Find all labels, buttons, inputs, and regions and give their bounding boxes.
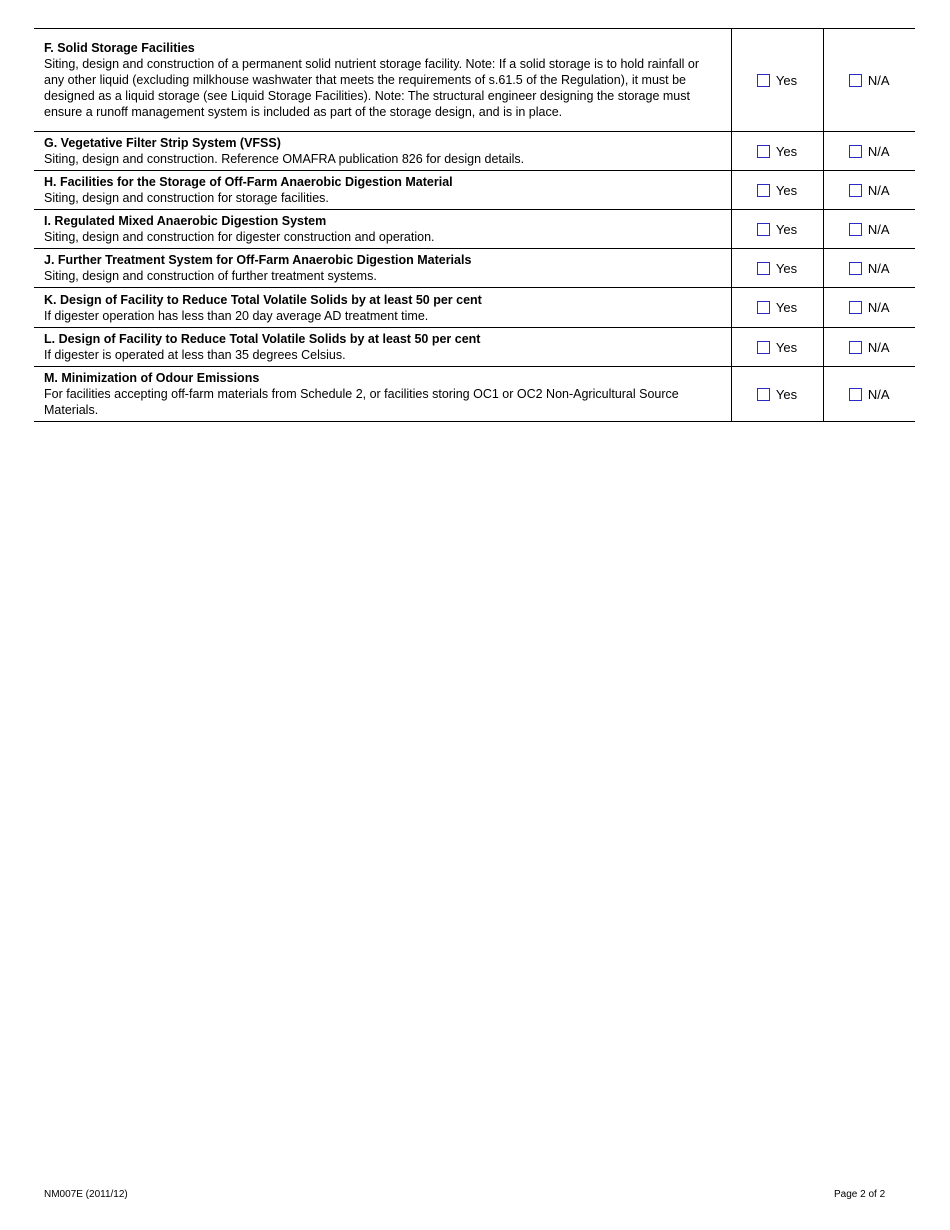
na-cell — [823, 171, 915, 210]
na-label: N/A — [867, 386, 890, 402]
na-label: N/A — [867, 260, 890, 276]
na-cell — [823, 29, 915, 132]
row-title: G. Vegetative Filter Strip System (VFSS) — [44, 136, 281, 150]
na-label: N/A — [867, 143, 890, 159]
row-description — [34, 288, 731, 328]
yes-cell — [731, 171, 823, 210]
row-description — [34, 367, 731, 422]
row-title: L. Design of Facility to Reduce Total Volatile Solids by at least 50 per cent — [44, 332, 481, 346]
row-title: M. Minimization of Odour Emissions — [44, 371, 260, 385]
na-option[interactable] — [824, 300, 916, 315]
na-cell — [823, 328, 915, 367]
na-checkbox[interactable] — [849, 388, 862, 401]
yes-label: Yes — [775, 182, 798, 198]
page-number: Page 2 of 2 — [834, 1189, 886, 1200]
yes-checkbox[interactable] — [757, 262, 770, 275]
na-checkbox[interactable] — [849, 301, 862, 314]
yes-cell — [731, 132, 823, 171]
yes-checkbox[interactable] — [757, 145, 770, 158]
na-cell — [823, 367, 915, 422]
na-cell — [823, 288, 915, 328]
row-title: J. Further Treatment System for Off-Farm Anaerobic Digestion Materials — [44, 253, 472, 267]
checklist-row — [34, 249, 915, 288]
yes-option[interactable] — [732, 261, 823, 276]
checklist-row — [34, 328, 915, 367]
na-option[interactable] — [824, 144, 916, 159]
checklist-row — [34, 367, 915, 422]
na-checkbox[interactable] — [849, 145, 862, 158]
row-body: If digester operation has less than 20 day average AD treatment time. — [44, 308, 429, 323]
na-option[interactable] — [824, 261, 916, 276]
yes-cell — [731, 367, 823, 422]
row-description — [34, 132, 731, 171]
na-option[interactable] — [824, 387, 916, 402]
row-description — [34, 210, 731, 249]
yes-option[interactable] — [732, 340, 823, 355]
na-option[interactable] — [824, 73, 916, 88]
na-cell — [823, 132, 915, 171]
yes-checkbox[interactable] — [757, 184, 770, 197]
yes-label: Yes — [775, 143, 798, 159]
yes-cell — [731, 288, 823, 328]
yes-checkbox[interactable] — [757, 301, 770, 314]
yes-cell — [731, 328, 823, 367]
na-label: N/A — [867, 221, 890, 237]
checklist-row — [34, 29, 915, 132]
yes-option[interactable] — [732, 387, 823, 402]
yes-cell — [731, 29, 823, 132]
yes-checkbox[interactable] — [757, 223, 770, 236]
row-body: Siting, design and construction for storage facilities. — [44, 191, 329, 205]
na-cell — [823, 210, 915, 249]
row-body: For facilities accepting off-farm materials from Schedule 2, or facilities storing OC1 or OC2 Non-Agricultural Source Materials. — [44, 387, 679, 417]
yes-option[interactable] — [732, 183, 823, 198]
row-body: Siting, design and construction. Reference OMAFRA publication 826 for design details. — [44, 152, 525, 166]
row-title: I. Regulated Mixed Anaerobic Digestion System — [44, 214, 327, 228]
row-description — [34, 328, 731, 367]
yes-checkbox[interactable] — [757, 341, 770, 354]
row-description — [34, 171, 731, 210]
checklist-table — [34, 28, 915, 422]
na-option[interactable] — [824, 340, 916, 355]
yes-label: Yes — [775, 221, 798, 237]
row-body: Siting, design and construction of a permanent solid nutrient storage facility. Note: If a solid storage is to hold rainfall or any other liquid (excluding milkhouse washwater that meets the requirements of s.61.5 of the Regulation), it must be designed as a liquid storage (see Liquid Storage Facilities). Note: The structural engineer designing the storage must ensure a runoff management system is included as part of the storage design, and is in place. — [44, 57, 699, 119]
form-id: NM007E (2011/12) — [44, 1189, 128, 1200]
checklist-row — [34, 132, 915, 171]
na-label: N/A — [867, 339, 890, 355]
na-cell — [823, 249, 915, 288]
row-title: H. Facilities for the Storage of Off-Farm Anaerobic Digestion Material — [44, 175, 453, 189]
na-checkbox[interactable] — [849, 262, 862, 275]
yes-label: Yes — [775, 339, 798, 355]
row-title: F. Solid Storage Facilities — [44, 41, 195, 55]
row-body: Siting, design and construction of further treatment systems. — [44, 269, 377, 283]
yes-label: Yes — [775, 300, 798, 315]
na-checkbox[interactable] — [849, 223, 862, 236]
yes-option[interactable] — [732, 222, 823, 237]
yes-label: Yes — [775, 72, 798, 88]
na-checkbox[interactable] — [849, 74, 862, 87]
checklist-row — [34, 171, 915, 210]
row-description — [34, 249, 731, 288]
yes-checkbox[interactable] — [757, 388, 770, 401]
row-body: Siting, design and construction for digester construction and operation. — [44, 230, 435, 244]
na-option[interactable] — [824, 183, 916, 198]
row-body: If digester is operated at less than 35 degrees Celsius. — [44, 348, 346, 362]
yes-label: Yes — [775, 260, 798, 276]
na-checkbox[interactable] — [849, 341, 862, 354]
na-checkbox[interactable] — [849, 184, 862, 197]
na-label: N/A — [867, 72, 890, 88]
yes-checkbox[interactable] — [757, 74, 770, 87]
row-title: K. Design of Facility to Reduce Total Volatile Solids by at least 50 per cent — [44, 292, 482, 307]
na-label: N/A — [867, 182, 890, 198]
checklist-row — [34, 288, 915, 328]
yes-option[interactable] — [732, 144, 823, 159]
checklist-row — [34, 210, 915, 249]
na-option[interactable] — [824, 222, 916, 237]
yes-label: Yes — [775, 386, 798, 402]
yes-option[interactable] — [732, 300, 823, 315]
yes-cell — [731, 249, 823, 288]
yes-option[interactable] — [732, 73, 823, 88]
na-label: N/A — [867, 300, 890, 315]
row-description — [34, 29, 731, 132]
yes-cell — [731, 210, 823, 249]
